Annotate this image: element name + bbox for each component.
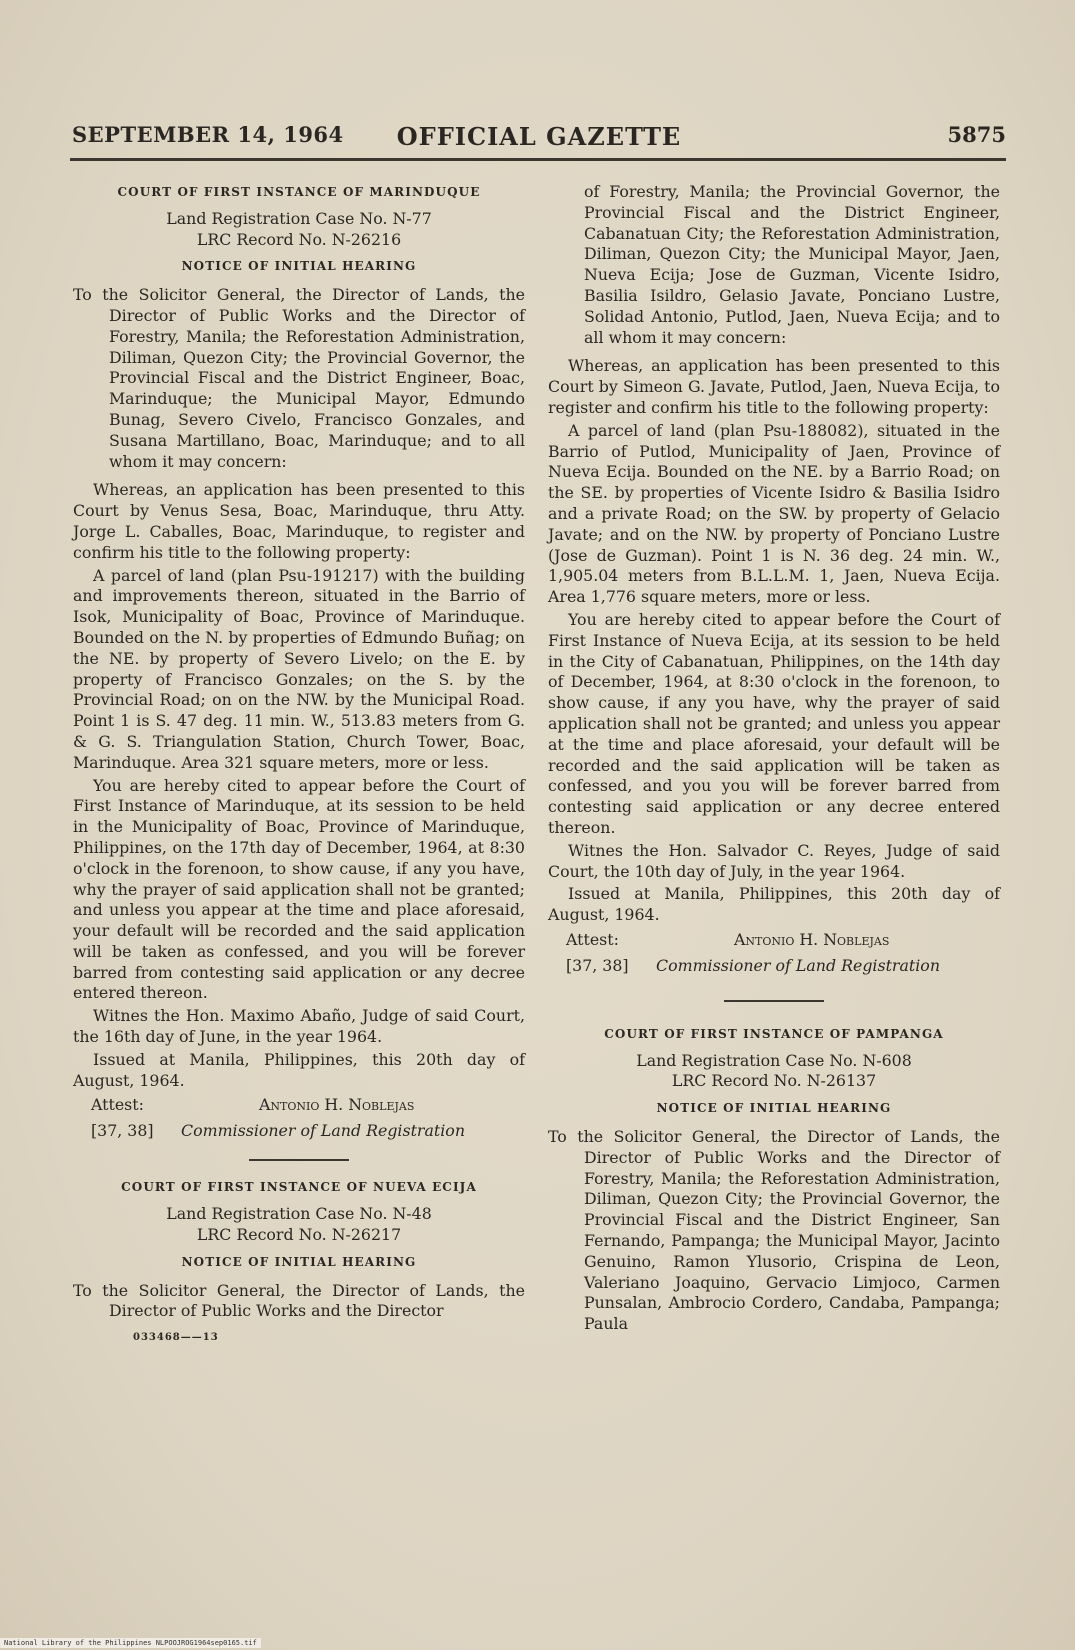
attest-line [548, 930, 1000, 952]
addressees-continued: of Forestry, Manila; the Provincial Governor, the Provincial Fiscal and the District Engineer, Cabanatuan City; the Reforestation Administration, Diliman, Quezon City; the Municipal Mayor, Jaen, Nueva Ecija; Jose de Guzman, Vicente Isidro, Basilia Isildro, Gelasio Javate, Ponciano Lustre, Solidad Antonio, Putlod, Jaen, Nueva Ecija; and to all whom it may concern: [584, 182, 1000, 347]
record-number: LRC Record No. N-26137 [671, 1071, 877, 1091]
notice-heading: NOTICE OF INITIAL HEARING [181, 259, 417, 274]
attest-label: Attest: [91, 1095, 144, 1115]
signer-title: Commissioner of Land Registration [181, 1121, 465, 1141]
page-number: 5875 [947, 122, 1006, 147]
print-code: 033468——13 [133, 1332, 219, 1344]
issued-paragraph: Issued at Manila, Philippines, this 20th day of August, 1964. [73, 1049, 525, 1090]
issue-refs: [37, 38] [91, 1121, 154, 1141]
notice-nueva-ecija [73, 1177, 525, 1349]
notice-nueva-ecija-continued [548, 182, 1000, 978]
notice-heading: NOTICE OF INITIAL HEARING [656, 1101, 892, 1116]
parcel-paragraph: A parcel of land (plan Psu-188082), situated in the Barrio of Putlod, Municipality of Jaen, Province of Nueva Ecija. Bounded on the NE. by a Barrio Road; on the SE. by properties of Vicente Isidro & Basilia Isidro and a private Road; on the SW. by property of Gelacio Javate; and on the NW. by property of Ponciano Lustre (Jose de Guzman). Point 1 is N. 36 deg. 24 min. W., 1,905.04 meters from B.L.L.M. 1, Jaen, Nueva Ecija. Area 1,776 square meters, more or less. [548, 420, 1000, 607]
section-separator [249, 1159, 349, 1161]
addressees: To the Solicitor General, the Director of Lands, the Director of Public Works and the Director of Forestry, Manila; the Reforestation Administration, Diliman, Quezon City; the Provincial Governor, the Provincial Fiscal and the District Engineer, San Fernando, Pampanga; the Municipal Mayor, Jacinto Genuino, Ramon Ylusorio, Crispina de Leon, Valeriano Joaquino, Gervacio Limjoco, Carmen Punsalan, Ambrocio Cordero, Candaba, Pampanga; Paula [548, 1127, 1000, 1334]
cited-paragraph: You are hereby cited to appear before the Court of First Instance of Nueva Ecija, at its session to be held in the City of Cabanatuan, Philippines, on the 14th day of December, 1964, at 8:30 o'clock in the forenoon, to show cause, if any you have, why the prayer of said application shall not be granted; and unless you appear at the time and place aforesaid, your default will be recorded and the said application will be taken as confessed, and you you will be forever barred from contesting said application or any decree entered thereon. [548, 609, 1000, 837]
case-number: Land Registration Case No. N-77 [166, 208, 432, 228]
attest-label: Attest: [566, 929, 619, 949]
court-heading: COURT OF FIRST INSTANCE OF NUEVA ECIJA [121, 1180, 477, 1195]
issue-date: SEPTEMBER 14, 1964 [72, 122, 344, 147]
issued-paragraph: Issued at Manila, Philippines, this 20th day of August, 1964. [548, 884, 1000, 925]
witness-paragraph: Witnes the Hon. Maximo Abaño, Judge of said Court, the 16th day of June, in the year 1964. [73, 1006, 525, 1047]
right-column [548, 182, 1000, 1341]
signer-name: Antonio H. Noblejas [734, 929, 890, 949]
notice-pampanga [548, 1024, 1000, 1335]
left-column [73, 182, 525, 1359]
addressees: To the Solicitor General, the Director of Lands, the Director of Public Works and the Director of Forestry, Manila; the Reforestation Administration, Diliman, Quezon City; the Provincial Governor, the Provincial Fiscal and the District Engineer, Boac, Marinduque; the Municipal Mayor, Edmundo Bunag, Severo Civelo, Francisco Gonzales, and Susana Martillano, Boac, Marinduque; and to all whom it may concern: [73, 285, 525, 471]
attest-line [73, 1095, 525, 1117]
issue-refs: [37, 38] [566, 955, 629, 975]
whereas-paragraph: Whereas, an application has been presented to this Court by Venus Sesa, Boac, Marinduque, thru Atty. Jorge L. Caballes, Boac, Marinduque, to register and confirm his title to the following property: [73, 480, 525, 562]
notice-heading: NOTICE OF INITIAL HEARING [181, 1254, 417, 1269]
scan-footer: National Library of the Philippines NLPOOJROG1964sep0165.tif [0, 1638, 261, 1648]
case-number: Land Registration Case No. N-48 [166, 1204, 432, 1224]
notice-marinduque [73, 182, 525, 1143]
whereas-paragraph: Whereas, an application has been presented to this Court by Simeon G. Javate, Putlod, Jaen, Nueva Ecija, to register and confirm his title to the following property: [548, 356, 1000, 417]
signer-title: Commissioner of Land Registration [656, 955, 940, 975]
signer-title-line [73, 1121, 525, 1143]
record-number: LRC Record No. N-26217 [196, 1225, 402, 1245]
cited-paragraph: You are hereby cited to appear before the Court of First Instance of Marinduque, at its session to be held in the Municipality of Boac, Province of Marinduque, Philippines, on the 17th day of December, 1964, at 8:30 o'clock in the forenoon, to show cause, if any you have, why the prayer of said application shall not be granted; and unless you appear at the time and place aforesaid, your default will be recorded and the said application will be taken as confessed, and you will be forever barred from contesting said application or any decree entered thereon. [73, 775, 525, 1003]
witness-paragraph: Witnes the Hon. Salvador C. Reyes, Judge of said Court, the 10th day of July, in the year 1964. [548, 840, 1000, 881]
court-heading: COURT OF FIRST INSTANCE OF PAMPANGA [604, 1026, 944, 1041]
gazette-title: OFFICIAL GAZETTE [396, 122, 682, 151]
case-number: Land Registration Case No. N-608 [636, 1050, 912, 1070]
signer-title-line [548, 956, 1000, 978]
court-heading: COURT OF FIRST INSTANCE OF MARINDUQUE [117, 185, 481, 199]
record-number: LRC Record No. N-26216 [196, 229, 402, 249]
header-rule [70, 158, 1006, 161]
addressees: To the Solicitor General, the Director of Lands, the Director of Public Works and the Director [73, 1280, 525, 1321]
section-separator [724, 1000, 824, 1002]
page-header [72, 122, 1006, 156]
parcel-paragraph: A parcel of land (plan Psu-191217) with the building and improvements thereon, situated in the Barrio of Isok, Municipality of Boac, Province of Marinduque. Bounded on the N. by properties of Edmundo Buñag; on the NE. by property of Severo Livelo; on the E. by property of Francisco Gonzales; on the S. by the Provincial Road; on on the NW. by the Municipal Road. Point 1 is S. 47 deg. 11 min. W., 513.83 meters from G. & G. S. Triangulation Station, Church Tower, Boac, Marinduque. Area 321 square meters, more or less. [73, 565, 525, 772]
signer-name: Antonio H. Noblejas [259, 1095, 415, 1115]
